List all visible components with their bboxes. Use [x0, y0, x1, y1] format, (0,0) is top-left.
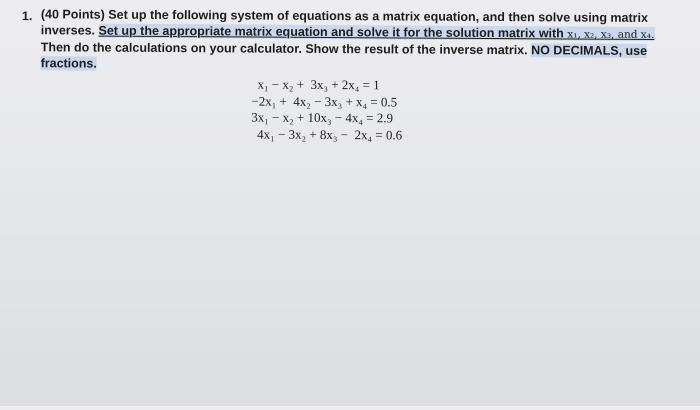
equation-4: 4x₁ − 3x₂ + 8x₃ − 2x₄ = 0.6 — [257, 126, 403, 142]
question-intro: Set up the following system of equations as a matrix equation, and then solve using matrix — [108, 7, 649, 25]
question-no-decimals: NO DECIMALS, use — [531, 43, 648, 58]
question-points: (40 Points) — [40, 7, 105, 22]
equation-1: x₁ − x₂ + 3x₃ + 2x₄ = 1 — [257, 76, 380, 93]
question-text — [41, 6, 681, 75]
question-variables: x₁, x₂, x₃, and x₄. — [567, 28, 655, 41]
question-calculator-instruction: Then do the calculations on your calculator. Show the result of the inverse matrix. — [40, 40, 528, 58]
question-number: 1. — [21, 9, 33, 24]
equation-3: 3x₁ − x₂ + 10x₃ − 4x₄ = 2.9 — [251, 109, 394, 126]
question-inverses: inverses. — [40, 23, 96, 38]
equation-2: −2x₁ + 4x₂ − 3x₃ + x₄ = 0.5 — [251, 93, 398, 109]
question-underlined-instruction: Set up the appropriate matrix equation and solve it for the solution matrix with x₁, x₂, x₃, and x₄. — [98, 23, 655, 41]
equation-system — [251, 77, 402, 144]
question-fractions: fractions. — [40, 56, 97, 71]
